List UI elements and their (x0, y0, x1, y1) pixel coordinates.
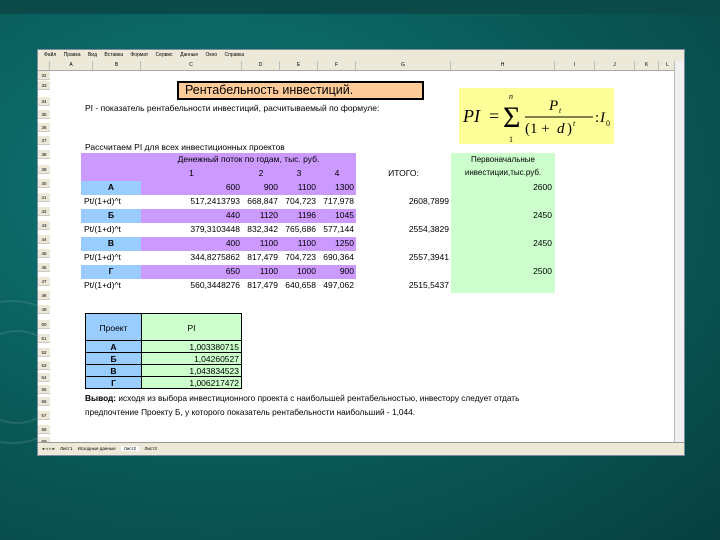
row-header[interactable]: 48 (38, 291, 50, 300)
row-header[interactable]: 44 (38, 235, 50, 244)
column-header-a[interactable]: A (50, 61, 93, 70)
cash-flow-cell: 577,144 (323, 224, 354, 234)
discounted-flow-label: Pt/(1+d)^t (84, 252, 121, 262)
cash-flow-cell: 497,062 (323, 280, 354, 290)
cash-flow-cell: 717,978 (323, 196, 354, 206)
column-header-b[interactable]: B (93, 61, 141, 70)
row-header[interactable]: 33 (38, 81, 50, 90)
row-header[interactable]: 51 (38, 334, 50, 343)
svg-text:n: n (509, 92, 513, 101)
initial-investment-cell (451, 223, 555, 237)
total-cell: 2608,7899 (408, 196, 449, 206)
total-cell: 2515,5437 (408, 280, 449, 290)
total-cell (356, 209, 451, 223)
cash-flow-cell: 1100 (280, 181, 318, 195)
sheet-tab-1[interactable]: Лист1 (60, 446, 73, 451)
menu-item-insert[interactable]: Вставка (104, 52, 123, 58)
cash-flow-cell: 817,479 (247, 252, 278, 262)
sheet-tabs-bar (38, 442, 684, 455)
svg-text::: : (595, 110, 600, 126)
total-cell (356, 181, 451, 195)
discounted-flow-label: Pt/(1+d)^t (84, 224, 121, 234)
total-cell (356, 237, 451, 251)
pi-table-project-cell: Б (85, 353, 142, 365)
sheet-tab-source-data[interactable]: Исходные данные (77, 446, 116, 451)
svg-text:PI: PI (463, 106, 480, 126)
row-header[interactable]: 55 (38, 385, 50, 394)
cash-flow-cell: 379,3103448 (190, 224, 240, 234)
svg-text:(1 +: (1 + (525, 121, 550, 137)
calc-intro-text: Рассчитаем PI для всех инвестиционных проектов (85, 142, 285, 152)
cash-flow-cell: 1196 (280, 209, 318, 223)
row-header[interactable]: 49 (38, 305, 50, 314)
column-header-l[interactable]: L (659, 61, 677, 70)
flows-header-pad (81, 153, 141, 181)
row-header[interactable]: 57 (38, 411, 50, 420)
conclusion-line-1 (85, 392, 519, 404)
menu-item-tools[interactable]: Сервис (155, 52, 173, 58)
cash-flow-cell: 650 (141, 265, 242, 279)
menu-item-edit[interactable]: Правка (63, 52, 81, 58)
menu-item-file[interactable]: Файл (44, 52, 57, 58)
initial-investment-header-line1: Первоначальные (470, 155, 536, 164)
cash-flow-cell: 400 (141, 237, 242, 251)
total-header: ИТОГО: (388, 168, 419, 178)
row-header[interactable]: 41 (38, 193, 50, 202)
column-header-j[interactable]: J (595, 61, 635, 70)
vertical-scrollbar[interactable] (674, 61, 684, 443)
pi-table-project-cell: В (85, 365, 142, 377)
row-header[interactable]: 46 (38, 263, 50, 272)
svg-text:I: I (600, 110, 605, 126)
row-header[interactable]: 43 (38, 221, 50, 230)
cash-flow-cell: 344,8275862 (190, 252, 240, 262)
menu-item-view[interactable]: Вид (87, 52, 98, 58)
pi-table-value-cell: 1,043834523 (142, 365, 242, 377)
total-cell: 2554,3829 (408, 224, 449, 234)
menu-item-window[interactable]: Окно (205, 52, 218, 58)
cash-flow-cell: 1300 (318, 181, 356, 195)
cash-flow-cell: 690,364 (323, 252, 354, 262)
project-label: А (81, 181, 141, 195)
year-header-2: 2 (242, 167, 280, 181)
column-header-f[interactable]: F (318, 61, 356, 70)
cash-flow-cell: 1120 (242, 209, 280, 223)
row-header[interactable]: 37 (38, 136, 50, 145)
row-header[interactable]: 40 (38, 179, 50, 188)
initial-investment-header-line2: инвестиции,тыс.руб. (464, 168, 542, 177)
cash-flow-cell: 668,847 (247, 196, 278, 206)
row-header[interactable]: 35 (38, 110, 50, 119)
year-header-1: 1 (141, 167, 242, 181)
row-header[interactable]: 53 (38, 361, 50, 370)
column-header-i[interactable]: I (555, 61, 595, 70)
initial-investment-cell: 2450 (451, 209, 555, 223)
total-cell (356, 265, 451, 279)
svg-text:=: = (489, 106, 500, 126)
cash-flow-cell: 440 (141, 209, 242, 223)
svg-text:t: t (559, 106, 562, 115)
project-label: Б (81, 209, 141, 223)
cash-flow-cell: 517,2413793 (190, 196, 240, 206)
pi-table-value-cell: 1,04260527 (142, 353, 242, 365)
svg-text:): ) (567, 121, 572, 137)
cash-flow-cell: 900 (242, 181, 280, 195)
pi-table-project-header: Проект (85, 313, 142, 341)
svg-text:P: P (549, 98, 559, 114)
svg-text:t: t (573, 119, 576, 128)
column-header-d[interactable]: D (242, 61, 280, 70)
column-header-c[interactable]: C (141, 61, 242, 70)
cash-flow-cell: 1000 (280, 265, 318, 279)
menu-item-help[interactable]: Справка (224, 52, 245, 58)
project-label: В (81, 237, 141, 251)
project-label: Г (81, 265, 141, 279)
cash-flow-cell: 1100 (280, 237, 318, 251)
row-header[interactable]: 32 (38, 71, 50, 80)
column-header-e[interactable]: E (280, 61, 318, 70)
select-all-corner[interactable] (38, 61, 50, 70)
column-headers (38, 61, 684, 71)
menu-item-format[interactable]: Формат (130, 52, 149, 58)
row-header[interactable]: 56 (38, 397, 50, 406)
svg-text:d: d (557, 121, 565, 137)
conclusion-line-1-text: исходя из выбора инвестиционного проекта с наибольшей рентабельностью, инвестору следует отдать (118, 393, 520, 403)
row-header[interactable]: 52 (38, 348, 50, 357)
column-header-k[interactable]: K (635, 61, 659, 70)
cash-flow-cell: 560,3448276 (190, 280, 240, 290)
tab-nav-icon[interactable]: ◂ ◃ ▹ ▸ (42, 446, 55, 451)
row-header[interactable]: 58 (38, 425, 50, 434)
svg-text:0: 0 (606, 119, 610, 128)
total-cell: 2557,3941 (408, 252, 449, 262)
row-header[interactable]: 50 (38, 320, 50, 329)
row-header[interactable]: 36 (38, 123, 50, 132)
initial-investment-cell (451, 279, 555, 293)
pi-formula (459, 88, 614, 144)
cash-flow-cell: 832,342 (247, 224, 278, 234)
cash-flow-cell: 600 (141, 181, 242, 195)
discounted-flow-label: Pt/(1+d)^t (84, 280, 121, 290)
excel-window (37, 49, 685, 456)
cash-flow-cell: 1100 (242, 237, 280, 251)
cash-flow-cell: 704,723 (285, 252, 316, 262)
column-header-h[interactable]: H (451, 61, 555, 70)
cash-flow-cell: 900 (318, 265, 356, 279)
initial-investment-cell: 2450 (451, 237, 555, 251)
pi-definition-text: PI - показатель рентабельности инвестиций, расчитываемый по формуле: (85, 103, 380, 113)
row-header[interactable]: 38 (38, 150, 50, 159)
row-header[interactable]: 34 (38, 97, 50, 106)
column-header-g[interactable]: G (356, 61, 451, 70)
initial-investment-cell: 2500 (451, 265, 555, 279)
flows-header: Денежный поток по годам, тыс. руб. (141, 153, 356, 167)
row-header[interactable]: 54 (38, 373, 50, 382)
cash-flow-cell: 1250 (318, 237, 356, 251)
sheet-tab-3[interactable]: Лист3 (144, 446, 157, 451)
conclusion-label: Вывод: (85, 393, 117, 403)
row-header[interactable]: 39 (38, 165, 50, 174)
conclusion-line-2: предпочтение Проекту Б, у которого показатель рентабельности наибольший - 1,044. (85, 407, 416, 417)
cash-flow-cell: 817,479 (247, 280, 278, 290)
row-header[interactable]: 42 (38, 207, 50, 216)
pi-table-project-cell: Г (85, 377, 142, 389)
pi-table-project-cell: А (85, 341, 142, 353)
row-header[interactable]: 47 (38, 277, 50, 286)
initial-investment-cell (451, 195, 555, 209)
cash-flow-cell: 765,686 (285, 224, 316, 234)
svg-text:Σ: Σ (503, 101, 521, 134)
pi-table-pi-header: PI (142, 313, 242, 341)
discounted-flow-label: Pt/(1+d)^t (84, 196, 121, 206)
menu-item-data[interactable]: Данные (180, 52, 199, 58)
sheet-tab-2[interactable]: Лист2 (121, 446, 139, 451)
initial-investment-header (451, 153, 555, 181)
cash-flow-cell: 704,723 (285, 196, 316, 206)
cash-flow-cell: 1045 (318, 209, 356, 223)
page-title: Рентабельность инвестиций. (177, 81, 424, 100)
top-band (0, 0, 720, 14)
row-header[interactable]: 45 (38, 249, 50, 258)
year-header-3: 3 (280, 167, 318, 181)
cash-flow-cell: 640,658 (285, 280, 316, 290)
pi-table-value-cell: 1,003380715 (142, 341, 242, 353)
initial-investment-cell: 2600 (451, 181, 555, 195)
pi-table-value-cell: 1,006217472 (142, 377, 242, 389)
cash-flow-cell: 1100 (242, 265, 280, 279)
initial-investment-cell (451, 251, 555, 265)
svg-text:1: 1 (509, 135, 513, 144)
pi-formula-svg (459, 88, 614, 144)
year-header-4: 4 (318, 167, 356, 181)
